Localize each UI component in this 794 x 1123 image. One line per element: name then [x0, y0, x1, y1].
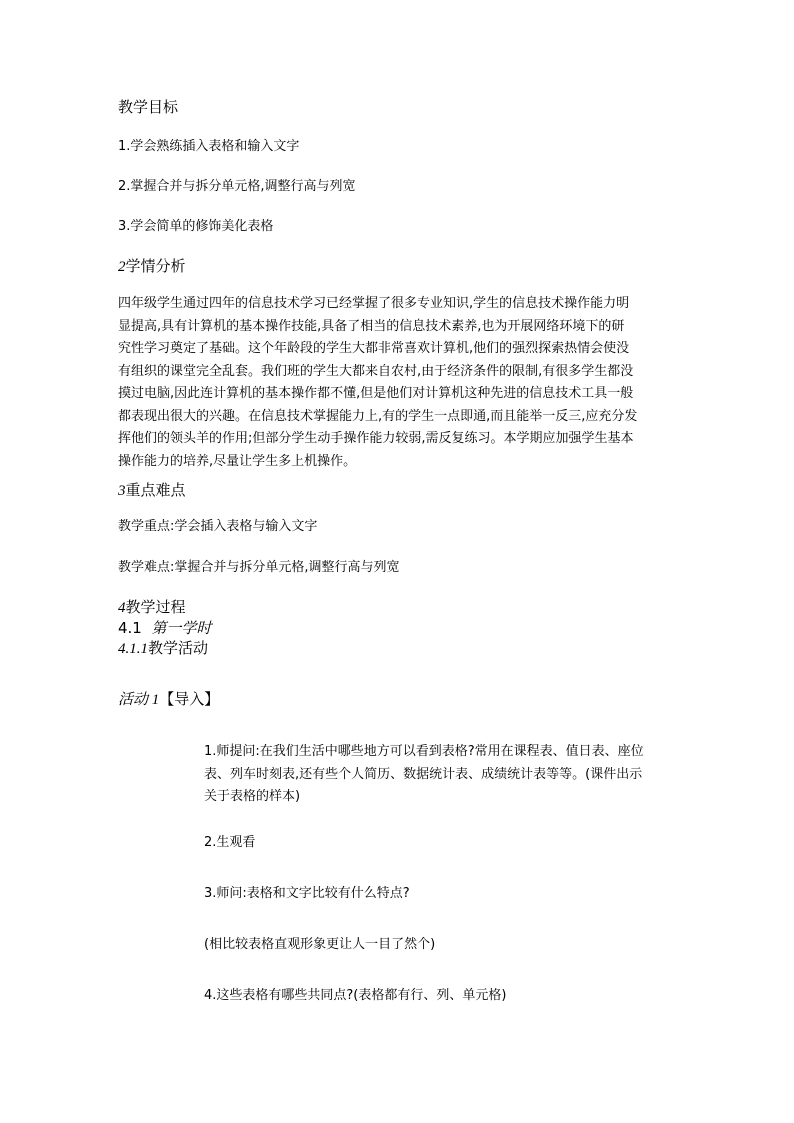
step-2: 2.生观看	[204, 835, 256, 850]
paragraph-line: 四年级学生通过四年的信息技术学习已经掌握了很多专业知识,学生的信息技术操作能力明	[118, 296, 630, 311]
paragraph-line: 摸过电脑,因此连计算机的基本操作都不懂,但是他们对计算机这种先进的信息技术工具一般	[118, 386, 634, 401]
paragraph-line: 表、列车时刻表,还有些个人简历、数据统计表、成绩统计表等等。(课件出示	[204, 766, 643, 782]
paragraph-line: 都表现出很大的兴趣。在信息技术掌握能力上,有的学生一点即通,而且能举一反三,应充分发	[118, 408, 638, 424]
heading-teaching-goals: 教学目标	[118, 98, 179, 116]
step-4: 4.这些表格有哪些共同点?(表格都有行、列、单元格)	[204, 988, 507, 1003]
paragraph-line: 究性学习奠定了基础。这个年龄段的学生大都非常喜欢计算机,他们的强烈探索热情会使没	[118, 341, 630, 356]
heading-number: 3	[118, 483, 126, 499]
paragraph-line: 有组织的课堂完全乱套。我们班的学生大都来自农村,由于经济条件的限制,有很多学生都没	[118, 363, 634, 379]
heading-text: 重点难点	[125, 481, 186, 499]
paragraph-line: 1.师提问:在我们生活中哪些地方可以看到表格?常用在课程表、值日表、座位	[204, 744, 644, 759]
activity-label: 活动 1	[118, 692, 160, 708]
step-3-answer: (相比较表格直观形象更让人一目了然个)	[204, 937, 436, 952]
activity-heading	[118, 688, 219, 711]
paragraph-line: 挥他们的领头羊的作用;但部分学生动手操作能力较弱,需反复练习。本学期应加强学生基本	[118, 431, 634, 446]
heading-text: 教学过程	[125, 598, 186, 616]
step-3: 3.师问:表格和文字比较有什么特点?	[204, 886, 410, 901]
subheading-number: 4.1	[118, 619, 142, 637]
subheading-text: 第一学时	[151, 621, 212, 637]
goal-item-2: 2.掌握合并与拆分单元格,调整行高与列宽	[118, 179, 356, 194]
goal-item-1: 1.学会熟练插入表格和输入文字	[118, 139, 300, 154]
step-1-paragraph	[204, 741, 678, 809]
paragraph-line: 操作能力的培养,尽量让学生多上机操作。	[118, 453, 357, 469]
heading-text: 学情分析	[125, 257, 186, 275]
activity-title: 【导入】	[159, 690, 220, 708]
subsubheading-number: 4.1.1	[118, 641, 148, 657]
heading-number: 2	[118, 259, 126, 275]
key-point: 教学重点:学会插入表格与输入文字	[118, 519, 318, 534]
student-analysis-paragraph	[118, 293, 678, 473]
heading-student-analysis	[118, 255, 186, 278]
goal-item-3: 3.学会简单的修饰美化表格	[118, 219, 274, 234]
difficult-point: 教学难点:掌握合并与拆分单元格,调整行高与列宽	[118, 560, 400, 575]
subsubheading-text: 教学活动	[148, 639, 209, 657]
paragraph-line: 显提高,具有计算机的基本操作技能,具备了相当的信息技术素养,也为开展网络环境下的研	[118, 318, 625, 334]
paragraph-line: 关于表格的样本)	[204, 789, 301, 804]
heading-number: 4	[118, 600, 126, 616]
subsubheading-teaching-activity	[118, 637, 208, 660]
heading-teaching-process	[118, 596, 186, 619]
heading-key-difficult-points	[118, 479, 186, 502]
